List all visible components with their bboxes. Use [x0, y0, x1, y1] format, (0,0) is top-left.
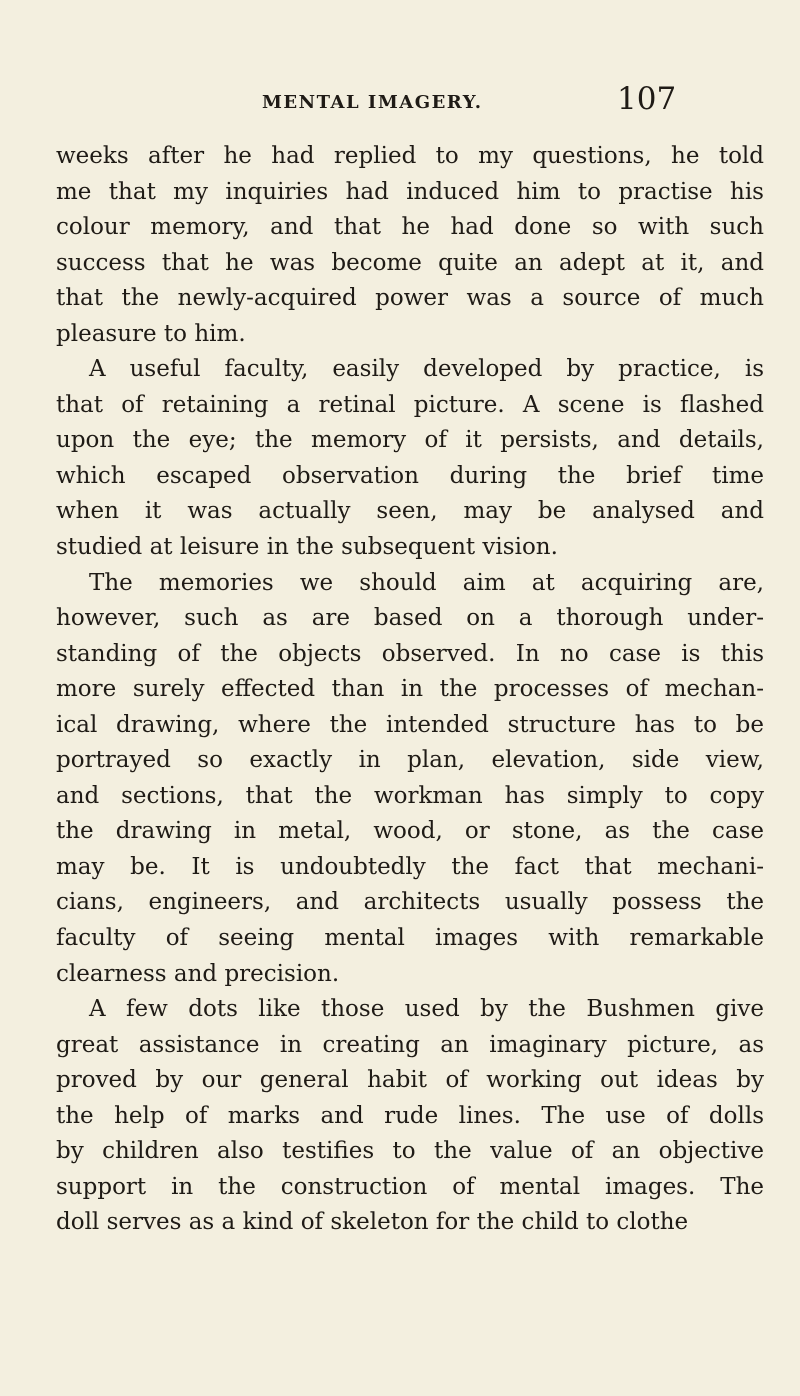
- text-line: more surely effected than in the processes of mechan-: [56, 676, 764, 703]
- text-line: pleasure to him.: [56, 320, 246, 347]
- text-line: the drawing in metal, wood, or stone, as the case: [56, 818, 764, 845]
- text-line: A useful faculty, easily developed by practice, is: [89, 356, 764, 383]
- running-title: MENTAL IMAGERY.: [262, 92, 483, 113]
- text-line: upon the eye; the memory of it persists, and details,: [56, 427, 764, 454]
- text-line: the help of marks and rude lines. The use of dolls: [56, 1102, 764, 1129]
- text-line: may be. It is undoubtedly the fact that mechani-: [56, 853, 764, 880]
- text-line: support in the construction of mental images. The: [56, 1173, 764, 1200]
- text-line: that the newly-acquired power was a source of much: [56, 285, 764, 312]
- text-line: A few dots like those used by the Bushmen give: [89, 996, 764, 1023]
- text-line: by children also testifies to the value of an objective: [56, 1138, 764, 1165]
- text-line: studied at leisure in the subsequent vision.: [56, 534, 558, 561]
- body-text: [56, 139, 764, 1241]
- running-header: [0, 81, 800, 120]
- text-line: which escaped observation during the brief time: [56, 462, 764, 489]
- text-line: ical drawing, where the intended structure has to be: [56, 711, 764, 738]
- text-line: standing of the objects observed. In no case is this: [56, 640, 764, 667]
- text-line: weeks after he had replied to my questions, he told: [56, 143, 764, 169]
- text-line: portrayed so exactly in plan, elevation, side view,: [56, 747, 764, 774]
- text-line: cians, engineers, and architects usually possess the: [56, 889, 764, 916]
- text-line: The memories we should aim at acquiring are,: [89, 569, 764, 596]
- text-line: great assistance in creating an imaginary picture, as: [56, 1031, 764, 1058]
- text-line: that of retaining a retinal picture. A scene is flashed: [56, 391, 764, 418]
- page-number: 107: [617, 81, 677, 117]
- text-line: faculty of seeing mental images with remarkable: [56, 925, 764, 952]
- text-line: however, such as are based on a thorough under-: [56, 605, 764, 632]
- text-line: and sections, that the workman has simply to copy: [56, 782, 764, 809]
- text-line: proved by our general habit of working out ideas by: [56, 1067, 764, 1094]
- text-line: when it was actually seen, may be analysed and: [56, 498, 764, 525]
- text-line: success that he was become quite an adept at it, and: [56, 249, 764, 276]
- text-line: colour memory, and that he had done so with such: [56, 214, 764, 241]
- text-line: clearness and precision.: [56, 960, 340, 987]
- text-line: doll serves as a kind of skeleton for the child to clothe: [56, 1209, 689, 1236]
- text-line: me that my inquiries had induced him to practise his: [56, 178, 764, 205]
